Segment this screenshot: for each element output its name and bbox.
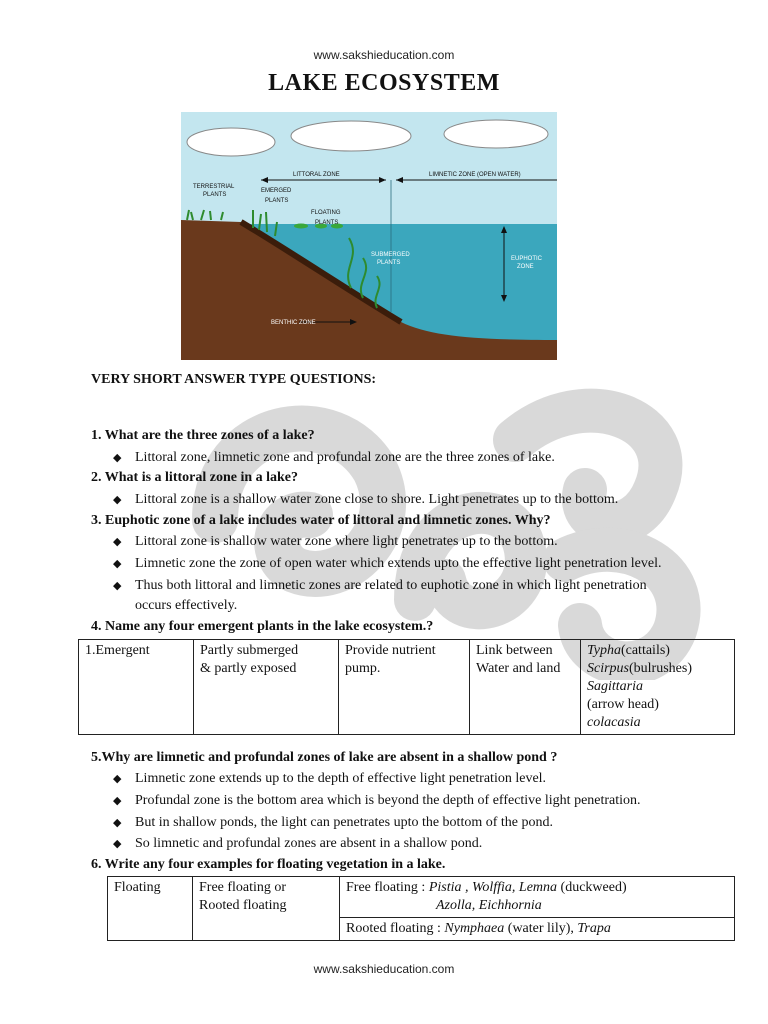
diamond-bullet-icon: ◆ [113,817,122,829]
footer-site-url: www.sakshieducation.com [313,962,455,976]
diamond-bullet-icon: ◆ [113,494,122,506]
label-submerged-plants-2: PLANTS [377,260,401,266]
table-row [79,640,735,735]
label-floating-plants-2: PLANTS [315,220,339,226]
diamond-bullet-icon: ◆ [113,558,122,570]
label-limnetic-zone: LIMNETIC ZONE (OPEN WATER) [429,172,521,178]
cloud-icon [187,128,275,156]
floating-vegetation-table [107,876,735,941]
question-3: 3. Euphotic zone of a lake includes water of littoral and limnetic zones. Why? [91,513,551,528]
page-title: LAKE ECOSYSTEM [268,70,500,96]
cloud-icon [291,121,411,151]
label-emerged-plants-2: PLANTS [265,198,289,204]
table-cell: Typha(cattails) Scirpus(bulrushes) Sagittaria (arrow head) colacasia [581,640,735,735]
label-terrestrial-plants-2: PLANTS [203,192,227,198]
table-cell: Floating [108,877,193,941]
label-benthic-zone: BENTHIC ZONE [271,320,316,326]
label-floating-plants: FLOATING [311,210,341,216]
diamond-bullet-icon: ◆ [113,580,122,592]
diamond-bullet-icon: ◆ [113,452,122,464]
cloud-icon [444,120,548,148]
question-4: 4. Name any four emergent plants in the lake ecosystem.? [91,619,434,634]
diamond-bullet-icon: ◆ [113,795,122,807]
diamond-bullet-icon: ◆ [113,536,122,548]
section-heading: VERY SHORT ANSWER TYPE QUESTIONS: [91,372,377,387]
table-cell: Partly submerged & partly exposed [194,640,339,735]
label-submerged-plants: SUBMERGED [371,252,410,258]
diamond-bullet-icon: ◆ [113,838,122,850]
question-2: 2. What is a littoral zone in a lake? [91,470,299,485]
table-cell: Link between Water and land [470,640,581,735]
emergent-plants-table [78,639,735,735]
label-euphotic-zone: EUPHOTIC [511,256,543,262]
table-cell: 1.Emergent [79,640,194,735]
table-cell: Free floating or Rooted floating [193,877,340,941]
question-5: 5.Why are limnetic and profundal zones of lake are absent in a shallow pond ? [91,750,558,765]
table-cell: Rooted floating : Nymphaea (water lily), Trapa [340,918,735,941]
table-cell: Provide nutrient pump. [339,640,470,735]
table-cell: Free floating : Pistia , Wolffia, Lemna (duckweed) Azolla, Eichhornia [340,877,735,918]
list-item-continuation: occurs effectively. [135,598,238,613]
label-littoral-zone: LITTORAL ZONE [293,172,340,178]
question-6: 6. Write any four examples for floating vegetation in a lake. [91,857,446,872]
lake-ecosystem-diagram [181,112,557,360]
label-terrestrial-plants: TERRESTRIAL [193,184,235,190]
label-euphotic-zone-2: ZONE [517,264,534,270]
label-emerged-plants: EMERGED [261,188,292,194]
diamond-bullet-icon: ◆ [113,773,122,785]
header-site-url: www.sakshieducation.com [313,48,455,62]
table-row [108,877,735,918]
question-1: 1. What are the three zones of a lake? [91,428,315,443]
